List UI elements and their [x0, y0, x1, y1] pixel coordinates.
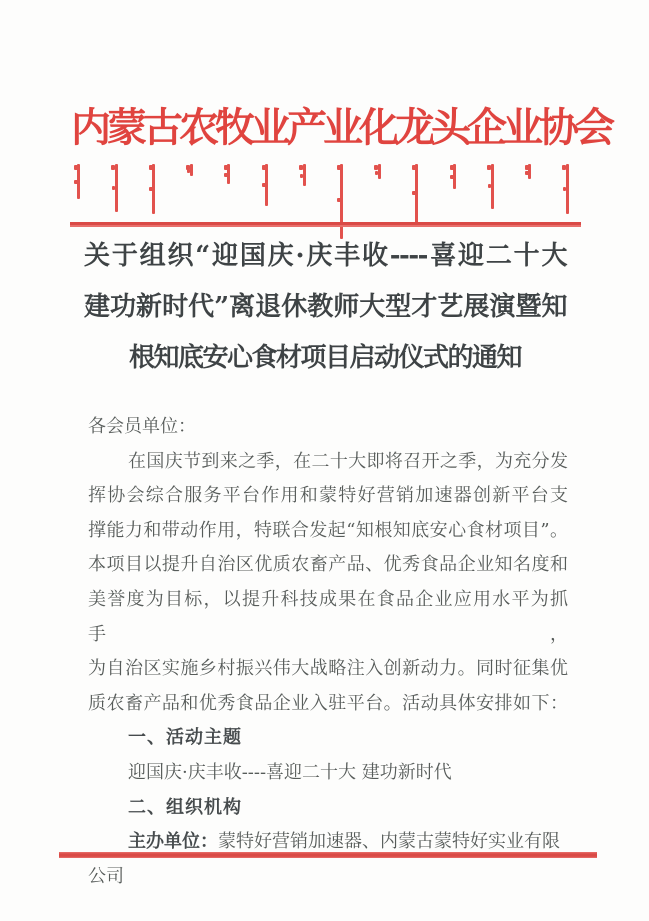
body-line: 各会员单位：	[88, 416, 196, 437]
mongolian-glyph	[566, 164, 569, 214]
mongolian-glyph	[491, 164, 494, 209]
body-line: 撑能力和带动作用，特联合发起“知根知底安心食材项目”。	[88, 519, 568, 541]
title-line: 关于组织“迎国庆·庆丰收----喜迎二十大	[84, 241, 566, 271]
body-line: 主办单位：蒙特好营销加速器、内蒙古蒙特好实业有限	[128, 831, 560, 853]
section-heading: 一、活动主题	[128, 727, 242, 749]
mongolian-glyph	[415, 164, 418, 224]
body-line: 质农畜产品和优秀食品企业入驻平台。活动具体安排如下：	[88, 692, 568, 714]
red-rule-bottom	[59, 852, 597, 858]
bold-lead: 主办单位：	[128, 831, 218, 853]
title-line: 建功新时代”离退休教师大型才艺展演暨知	[84, 292, 566, 322]
mongolian-glyph	[152, 164, 155, 214]
red-rule-top	[70, 222, 581, 227]
body-line: 在国庆节到来之季，在二十大即将召开之季，为充分发	[128, 450, 568, 472]
mongolian-glyph	[453, 164, 456, 189]
mongolian-glyph	[77, 164, 80, 199]
document-title	[84, 231, 566, 384]
title-line: 根知底安心食材项目启动仪式的通知	[128, 343, 521, 373]
body-text	[88, 410, 568, 894]
body-line: 为自治区实施乡村振兴伟大战略注入创新动力。同时征集优	[88, 658, 568, 680]
section-heading: 二、组织机构	[128, 796, 242, 818]
mongolian-glyph	[378, 164, 381, 179]
mongolian-glyph	[340, 164, 343, 239]
letterhead-org-name: 内蒙古农牧业产业化龙头企业协会	[71, 104, 611, 151]
body-line: 迎国庆·庆丰收----喜迎二十大 建功新时代	[128, 761, 452, 783]
mongolian-glyph	[190, 164, 193, 176]
mongolian-glyph	[528, 164, 531, 179]
mongolian-glyph	[115, 164, 118, 212]
mongolian-glyph	[265, 164, 268, 206]
mongolian-glyph	[303, 164, 306, 186]
body-line: 本项目以提升自治区优质农畜产品、优秀食品企业知名度和	[88, 554, 568, 576]
body-line: 挥协会综合服务平台作用和蒙特好营销加速器创新平台支	[88, 485, 568, 507]
body-line: 美誉度为目标，以提升科技成果在食品企业应用水平为抓手，	[88, 588, 568, 645]
body-line: 公司	[88, 865, 124, 887]
mongolian-glyph	[227, 164, 230, 184]
